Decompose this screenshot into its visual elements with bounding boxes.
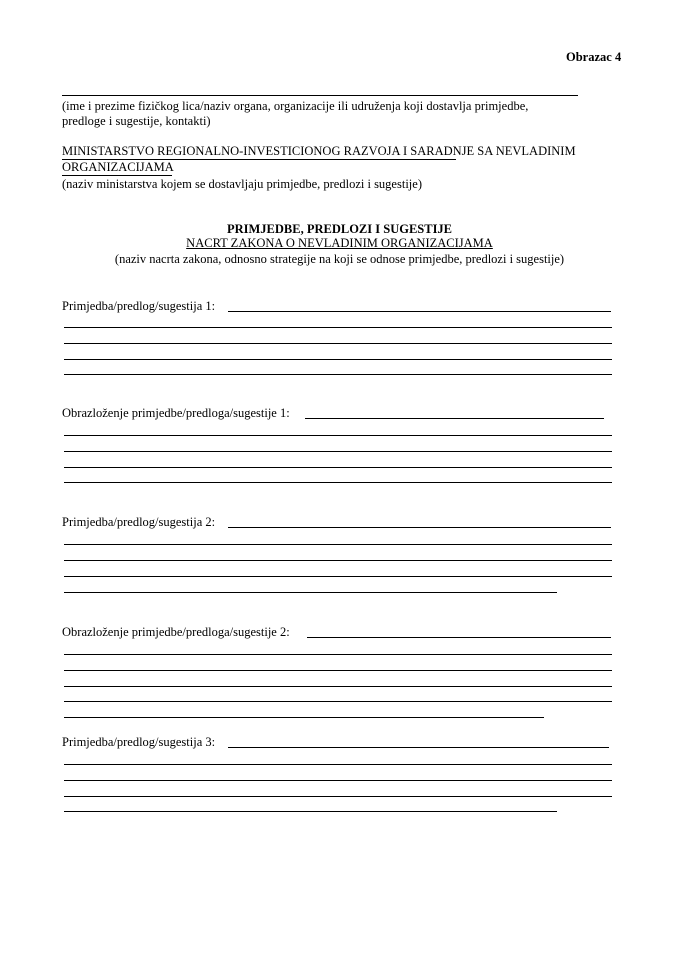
- section-1-line[interactable]: [64, 327, 612, 328]
- section-4-line[interactable]: [64, 654, 612, 655]
- document-subject-caption: (naziv nacrta zakona, odnosno strategije na koji se odnose primjedbe, predlozi i sugestije): [114, 252, 565, 266]
- section-1-first-line[interactable]: [228, 311, 611, 312]
- section-3-line[interactable]: [64, 576, 612, 577]
- section-3-line[interactable]: [64, 544, 612, 545]
- section-2-line[interactable]: [64, 435, 612, 436]
- section-3-first-line[interactable]: [228, 527, 611, 528]
- ministry-caption: (naziv ministarstva kojem se dostavljaju primjedbe, predlozi i sugestije): [62, 177, 422, 191]
- ministry-name-line1: MINISTARSTVO REGIONALNO-INVESTICIONOG RAZVOJA I SARADNJE SA NEVLADINIM: [62, 144, 576, 158]
- section-4-line[interactable]: [64, 686, 612, 687]
- document-subject: NACRT ZAKONA O NEVLADINIM ORGANIZACIJAMA: [186, 236, 493, 250]
- submitter-caption-line2: predloge i sugestije, kontakti): [62, 114, 211, 128]
- section-5-first-line[interactable]: [228, 747, 609, 748]
- section-2-line[interactable]: [64, 467, 612, 468]
- section-1-label: Primjedba/predlog/sugestija 1:: [62, 299, 216, 313]
- form-label: Obrazac 4: [566, 50, 622, 64]
- section-5-line[interactable]: [64, 811, 557, 812]
- section-4-line[interactable]: [64, 717, 544, 718]
- ministry-name-line2: ORGANIZACIJAMA: [62, 160, 174, 174]
- ministry-underline-2: [62, 175, 172, 176]
- section-3-line[interactable]: [64, 560, 612, 561]
- submitter-caption-line1: (ime i prezime fizičkog lica/naziv organa, organizacije ili udruženja koji dostavlja primjedbe,: [62, 99, 529, 113]
- submitter-input-line[interactable]: [62, 95, 578, 96]
- section-5-line[interactable]: [64, 764, 612, 765]
- section-2-line[interactable]: [64, 482, 612, 483]
- section-5-label: Primjedba/predlog/sugestija 3:: [62, 735, 216, 749]
- section-5-line[interactable]: [64, 796, 612, 797]
- section-2-first-line[interactable]: [305, 418, 604, 419]
- section-1-line[interactable]: [64, 359, 612, 360]
- section-4-label: Obrazloženje primjedbe/predloga/sugestije 2:: [62, 625, 290, 639]
- section-1-line[interactable]: [64, 374, 612, 375]
- section-2-label: Obrazloženje primjedbe/predloga/sugestije 1:: [62, 406, 290, 420]
- section-1-line[interactable]: [64, 343, 612, 344]
- section-3-line[interactable]: [64, 592, 557, 593]
- section-4-first-line[interactable]: [307, 637, 611, 638]
- section-5-line[interactable]: [64, 780, 612, 781]
- section-4-line[interactable]: [64, 701, 612, 702]
- section-2-line[interactable]: [64, 451, 612, 452]
- section-4-line[interactable]: [64, 670, 612, 671]
- document-title: PRIMJEDBE, PREDLOZI I SUGESTIJE: [226, 222, 453, 236]
- section-3-label: Primjedba/predlog/sugestija 2:: [62, 515, 216, 529]
